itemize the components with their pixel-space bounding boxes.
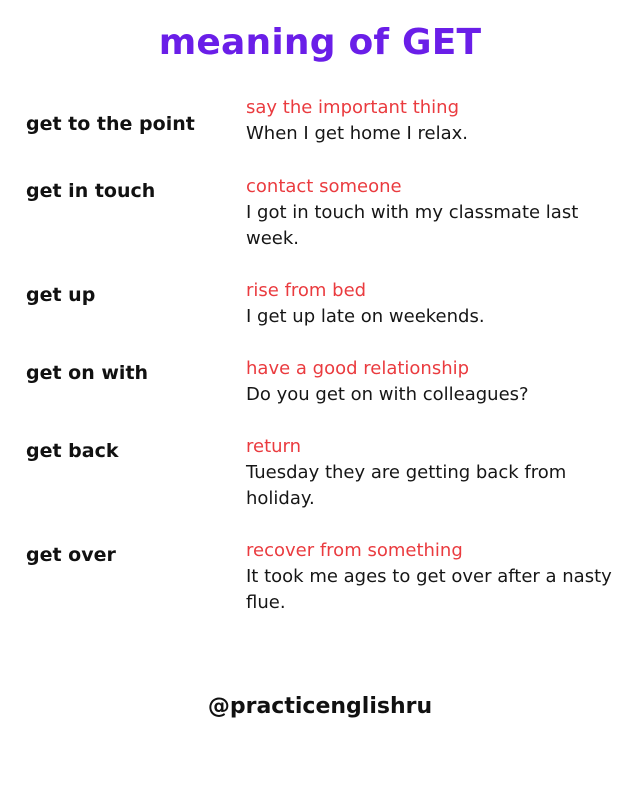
entry-meaning: rise from bed	[246, 280, 367, 301]
entry-term: get over	[26, 544, 116, 566]
entry-term: get in touch	[26, 180, 156, 202]
entry-definition	[246, 538, 616, 616]
entry-definition	[246, 434, 616, 512]
entry-term: get up	[26, 284, 96, 306]
entry-example: Tuesday they are getting back from holiday.	[246, 462, 567, 509]
entry-example: It took me ages to get over after a nasty flue.	[246, 566, 612, 613]
entry-term: get on with	[26, 362, 149, 384]
page-title: meaning of GET	[158, 22, 482, 63]
footer-handle: @practicenglishru	[207, 694, 433, 719]
entry-meaning: recover from something	[246, 540, 463, 561]
entry-term: get back	[26, 440, 119, 462]
entry-definition	[246, 356, 616, 408]
entry-meaning: contact someone	[246, 176, 402, 197]
entry-example: I got in touch with my classmate last week.	[246, 202, 579, 249]
entry-definition	[246, 278, 616, 330]
entry-example: Do you get on with colleagues?	[246, 384, 529, 405]
entry-meaning: say the important thing	[246, 97, 459, 118]
entry-meaning: have a good relationship	[246, 358, 470, 379]
entry-definition	[246, 95, 616, 147]
entry-example: When I get home I relax.	[246, 123, 468, 144]
entry-example: I get up late on weekends.	[246, 306, 485, 327]
entry-definition	[246, 174, 616, 252]
entry-term: get to the point	[26, 113, 195, 135]
entry-meaning: return	[246, 436, 302, 457]
